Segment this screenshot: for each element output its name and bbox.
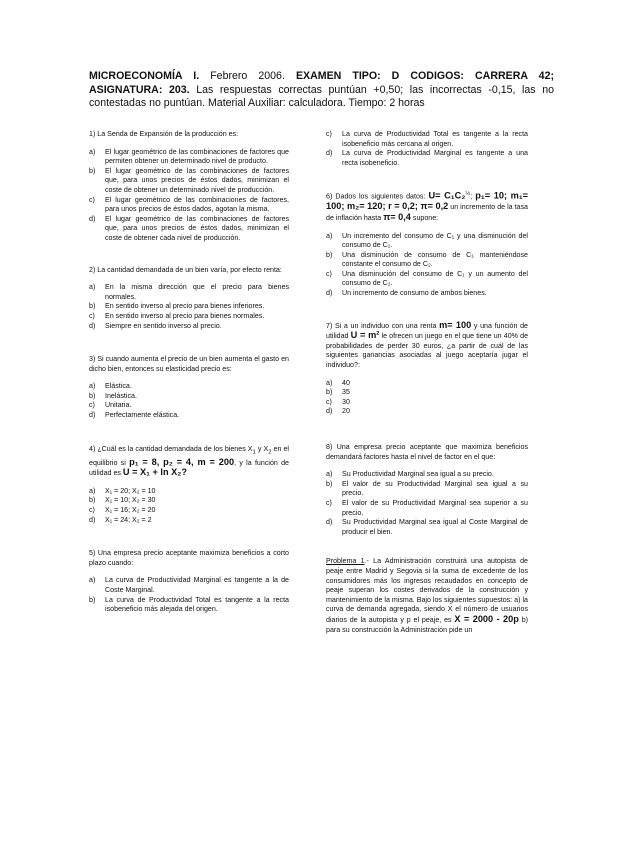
option-label: c) — [326, 269, 332, 278]
option-text: 30 — [342, 397, 350, 406]
option-b — [89, 167, 289, 196]
option-label: b) — [89, 302, 96, 311]
option-label: a) — [89, 283, 96, 292]
option-c — [89, 506, 289, 516]
question-4 — [89, 445, 289, 526]
q7-text-b: y una función de utilidad — [326, 321, 528, 341]
q7-text-c: le ofrecen un juego en el que tiene un 40% de probabilidades de perder 30 euros, ¿a partir de cuál de las siguientes ganancias asociadas al juego aceptaría jugar el individuo?: — [326, 332, 529, 370]
option-a — [89, 576, 289, 595]
question-3 — [89, 355, 289, 421]
question-text: 6) Dados los siguientes datos: U= C₁C₂$^{\frac{1}{2}}$; p₁= 10; m₁= 100; m₂= 120; r = 0,2; π= 0,2 un incremento de la tasa de inflación hasta π= 0,4 supone: — [326, 190, 528, 222]
option-label: a) — [89, 486, 96, 495]
option-label: b) — [326, 388, 333, 397]
option-text: Un incremento de consumo de ambos bienes. — [342, 289, 487, 298]
problem-title: Problema 1 — [326, 557, 365, 566]
q4-text-c: en el equilibrio si — [89, 444, 289, 467]
problem-demand-equation: X = 2000 - 20p — [454, 613, 519, 624]
option-text: La curva de Productividad Marginal es tangente a la de Coste Marginal. — [105, 576, 289, 594]
q6-text-b: ; — [470, 192, 476, 201]
option-text: Su Productividad Marginal sea igual al Coste Marginal de producir el bien. — [342, 518, 528, 536]
option-text: 35 — [342, 388, 350, 397]
option-text: Siempre en sentido inverso al precio. — [105, 321, 222, 330]
question-text: 2) La cantidad demandada de un bien varía, por efecto renta: — [89, 265, 282, 274]
option-c — [89, 196, 289, 215]
option-text: X₁ = 10; X₂ = 30 — [105, 496, 156, 505]
options-list — [89, 382, 289, 420]
option-b — [326, 480, 528, 499]
option-text: Una disminución de consumo de C₁ manteniéndose constante el consumo de C₂. — [342, 250, 528, 269]
question-2 — [89, 266, 289, 332]
option-c — [326, 499, 528, 518]
option-text: Un incremento del consumo de C₁ y una disminución del consumo de C₂. — [342, 231, 528, 250]
option-text: Perfectamente elástica. — [105, 411, 180, 420]
problem-text-b: b) para su construcción la Administración pide un — [326, 615, 528, 634]
option-label: d) — [326, 149, 333, 158]
q6-values: p₁= 10; m₁= 100; m₂= 120; r = 0,2; π= 0,2 — [326, 190, 528, 212]
option-label: d) — [326, 518, 333, 527]
question-text: 8) Una empresa precio aceptante que maximiza beneficios demandará factores hasta el nivel de factor en el que: — [326, 443, 528, 461]
option-label: b) — [89, 166, 96, 175]
exam-codes: EXAMEN TIPO: D CODIGOS: CARRERA 42; ASIGNATURA: 203. — [89, 70, 554, 96]
option-text: X₁ = 20; X₂ = 10 — [105, 486, 156, 495]
option-label: d) — [89, 214, 96, 223]
q6-utility: U= C₁C₂ — [428, 190, 466, 201]
option-text: En sentido inverso al precio para bienes normales. — [105, 311, 265, 320]
option-text: El valor de su Productividad Marginal sea igual a su precio. — [342, 479, 528, 498]
problem-text-a: .- La Administración construirá una autopista de peaje entre Madrid y Segovia si la suma de excedente de los consumidores más los ingresos recaudados en concepto de peaje superan los costes derivados de la construcción y mantenimiento de la misma. Bajo los siguientes supuestos: a) la curva de demanda agregada, siendo X el número de usuarios diarios de la autopista y p el peaje, es — [326, 557, 528, 624]
option-text: El lugar geométrico de las combinaciones de factores que, para unos precios de éstos dados, minimizan el coste de obtener cada nivel de producción. — [105, 214, 289, 242]
question-text: 5) Una empresa precio aceptante maximiza beneficios a corto plazo cuando: — [89, 549, 289, 567]
option-a — [89, 148, 289, 167]
question-text: 1) La Senda de Expansión de la producción es: — [89, 130, 239, 138]
option-label: a) — [89, 147, 96, 156]
q6-inflation: π= 0,4 — [383, 211, 411, 222]
q4-text-d: , y la función de utilidad es — [89, 458, 290, 478]
option-label: c) — [89, 195, 95, 204]
options-list — [326, 379, 528, 417]
options-list — [89, 283, 289, 331]
option-label: d) — [89, 321, 96, 330]
option-d — [326, 407, 528, 417]
q4-prices: p₁ = 8, p₂ = 4, m = 200 — [129, 456, 235, 467]
q4-utility: U = X₁ + ln X₂ — [122, 467, 182, 478]
option-label: d) — [326, 407, 333, 416]
left-column — [89, 130, 289, 615]
options-list — [326, 232, 528, 299]
option-b — [89, 392, 289, 402]
option-text: La curva de Productividad Total es tangente a la recta isobeneficio más cercana al origen. — [342, 130, 528, 148]
option-label: b) — [89, 496, 96, 505]
option-text: La curva de Productividad Marginal es tangente a una recta isobeneficio. — [342, 149, 528, 167]
right-column — [326, 130, 528, 635]
question-text: 4) ¿Cuál es la cantidad demandada de los bienes $X_1$ y $X_2$ en el equilibrio si p₁ = 8, p₂ = 4, m = 200, y la función de utilidad es U = X₁ + ln X₂? — [89, 444, 290, 478]
option-b — [89, 496, 289, 506]
option-label: c) — [89, 401, 95, 410]
option-a — [89, 487, 289, 497]
option-text: El valor de su Productividad Marginal sea superior a su precio. — [342, 498, 528, 517]
options-list — [89, 576, 289, 614]
course-title: MICROECONOMÍA I. — [89, 70, 200, 82]
options-list — [89, 148, 289, 244]
option-d — [326, 289, 528, 299]
option-a — [89, 283, 289, 302]
option-label: a) — [89, 382, 96, 391]
option-b — [89, 302, 289, 312]
option-text: El lugar geométrico de las combinaciones de factores, para unos precios de éstos dados, agotan la misma. — [105, 195, 289, 214]
option-text: Unitaria. — [105, 401, 132, 410]
option-c — [89, 401, 289, 411]
option-a — [89, 382, 289, 392]
option-text: Una disminución del consumo de C₁ y un aumento del consumo de C₂. — [342, 269, 528, 288]
question-7 — [326, 321, 528, 417]
question-6 — [326, 190, 528, 298]
option-label: c) — [326, 498, 332, 507]
q7-income: m= 100 — [439, 319, 472, 330]
problem-text — [326, 557, 528, 635]
option-a — [326, 470, 528, 480]
option-d — [89, 411, 289, 421]
q4-text-a: 4) ¿Cuál es la cantidad demandada de los bienes X — [89, 444, 253, 453]
q6-text-a: 6) Dados los siguientes datos: — [326, 192, 429, 201]
exam-header — [89, 70, 554, 111]
options-list — [89, 487, 289, 525]
options-list — [326, 470, 528, 537]
q4-text-b: y X — [255, 444, 269, 453]
option-d — [326, 149, 528, 168]
question-1 — [89, 130, 289, 244]
option-d — [326, 518, 528, 537]
option-text: Su Productividad Marginal sea igual a su precio. — [342, 470, 494, 479]
option-text: 40 — [342, 378, 350, 387]
option-d — [89, 322, 289, 332]
option-label: d) — [326, 289, 333, 298]
q7-utility: U = m² — [350, 330, 380, 341]
q5-options-continued — [326, 130, 528, 168]
option-text: En la misma dirección que el precio para bienes normales. — [105, 283, 289, 301]
option-label: b) — [89, 595, 96, 604]
option-c — [326, 270, 528, 289]
question-text — [326, 321, 528, 371]
option-b — [326, 251, 528, 270]
exam-date: Febrero 2006. — [199, 70, 296, 82]
option-text: El lugar geométrico de las combinaciones de factores que, para unos precios de éstos dados, minimizan el coste de obtener un determinado nivel de producción. — [105, 166, 289, 194]
option-label: b) — [89, 391, 96, 400]
option-d — [89, 215, 289, 244]
option-label: a) — [326, 378, 333, 387]
option-text: La curva de Productividad Total es tangente a la recta isobeneficio más alejada del origen. — [105, 595, 289, 614]
option-text: X₁ = 24; X₂ = 2 — [105, 515, 152, 524]
q7-text-a: 7) Si a un individuo con una renta — [326, 321, 440, 330]
option-a — [326, 379, 528, 389]
question-8 — [326, 443, 528, 537]
option-label: d) — [89, 515, 96, 524]
option-label: c) — [326, 397, 332, 406]
option-text: X₁ = 16; X₂ = 20 — [105, 506, 156, 515]
option-c — [326, 130, 528, 149]
option-b — [89, 596, 289, 615]
option-c — [326, 398, 528, 408]
option-label: a) — [326, 231, 333, 240]
q6-text-c: un incremento de la tasa de inflación hasta — [326, 203, 528, 222]
option-label: c) — [89, 506, 95, 515]
option-d — [89, 516, 289, 526]
option-label: a) — [326, 470, 333, 479]
q6-text-d: supone: — [410, 213, 439, 222]
option-label: a) — [89, 576, 96, 585]
option-label: b) — [326, 250, 333, 259]
problem-1 — [326, 557, 528, 635]
question-text: 3) Si cuando aumenta el precio de un bien aumenta el gasto en dicho bien, entonces su elasticidad precio es: — [89, 355, 289, 373]
option-text: 20 — [342, 407, 350, 416]
exam-instructions: Las respuestas correctas puntúan +0,50; las incorrectas -0,15, las no contestadas no puntúan. Material Auxiliar: calculadora. Tiempo: 2 horas — [89, 83, 554, 110]
option-label: c) — [326, 130, 332, 138]
option-b — [326, 388, 528, 398]
option-text: Inelástica. — [105, 391, 137, 400]
option-label: b) — [326, 479, 333, 488]
option-label: c) — [89, 311, 95, 320]
option-text: El lugar geométrico de las combinaciones de factores que permiten obtener un determinado nivel de producto. — [105, 147, 289, 166]
option-c — [89, 312, 289, 322]
question-5 — [89, 549, 289, 615]
q4-text-e: ? — [181, 467, 187, 478]
option-label: d) — [89, 411, 96, 420]
option-text: Elástica. — [105, 382, 132, 391]
option-text: En sentido inverso al precio para bienes inferiores. — [105, 302, 265, 311]
option-a — [326, 232, 528, 251]
